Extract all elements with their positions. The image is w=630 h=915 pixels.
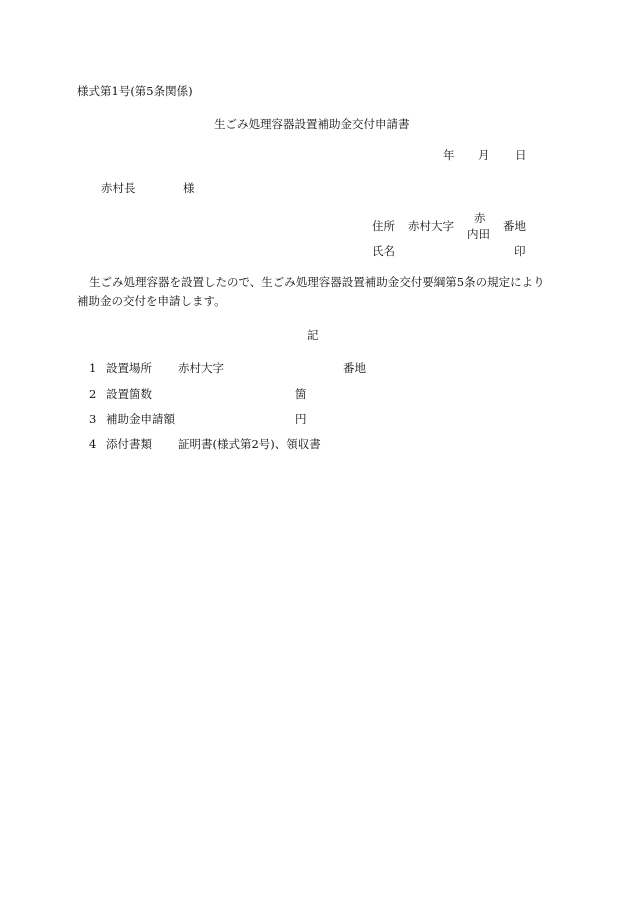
body-line-1: 生ごみ処理容器を設置したので、生ごみ処理容器設置補助金交付要綱第5条の規定により bbox=[89, 275, 545, 289]
item-value: 証明書(様式第2号)、領収書 bbox=[178, 437, 321, 451]
address-label: 住所 bbox=[372, 219, 395, 233]
item-number: 1 bbox=[89, 361, 97, 375]
address-value: 赤村大字 bbox=[408, 219, 454, 233]
item-value: 赤村大字 bbox=[178, 361, 224, 375]
body-line-2: 補助金の交付を申請します。 bbox=[77, 294, 226, 308]
item-label: 設置箇数 bbox=[106, 387, 152, 401]
ki-heading: 記 bbox=[307, 328, 319, 342]
item-label: 設置場所 bbox=[106, 361, 152, 375]
item-label: 補助金申請額 bbox=[106, 412, 175, 426]
document-title: 生ごみ処理容器設置補助金交付申請書 bbox=[214, 117, 410, 131]
address-banchi: 番地 bbox=[503, 219, 526, 233]
date-day: 日 bbox=[515, 148, 527, 162]
item-number: 2 bbox=[89, 387, 97, 401]
item-suffix: 番地 bbox=[343, 361, 366, 375]
body-paragraph bbox=[77, 273, 557, 311]
name-label: 氏名 bbox=[372, 244, 395, 258]
item-suffix: 円 bbox=[295, 412, 307, 426]
item-suffix: 箇 bbox=[295, 387, 307, 401]
date-month: 月 bbox=[478, 148, 490, 162]
addressee-name: 赤村長 bbox=[101, 181, 136, 195]
seal-mark: 印 bbox=[514, 244, 526, 258]
addressee-honorific: 様 bbox=[183, 181, 195, 195]
item-number: 4 bbox=[89, 437, 97, 451]
area-option-bottom: 内田 bbox=[467, 227, 490, 241]
item-label: 添付書類 bbox=[106, 437, 152, 451]
date-year: 年 bbox=[443, 148, 455, 162]
item-number: 3 bbox=[89, 412, 97, 426]
area-option-top: 赤 bbox=[474, 211, 486, 225]
form-number: 様式第1号(第5条関係) bbox=[77, 84, 193, 98]
